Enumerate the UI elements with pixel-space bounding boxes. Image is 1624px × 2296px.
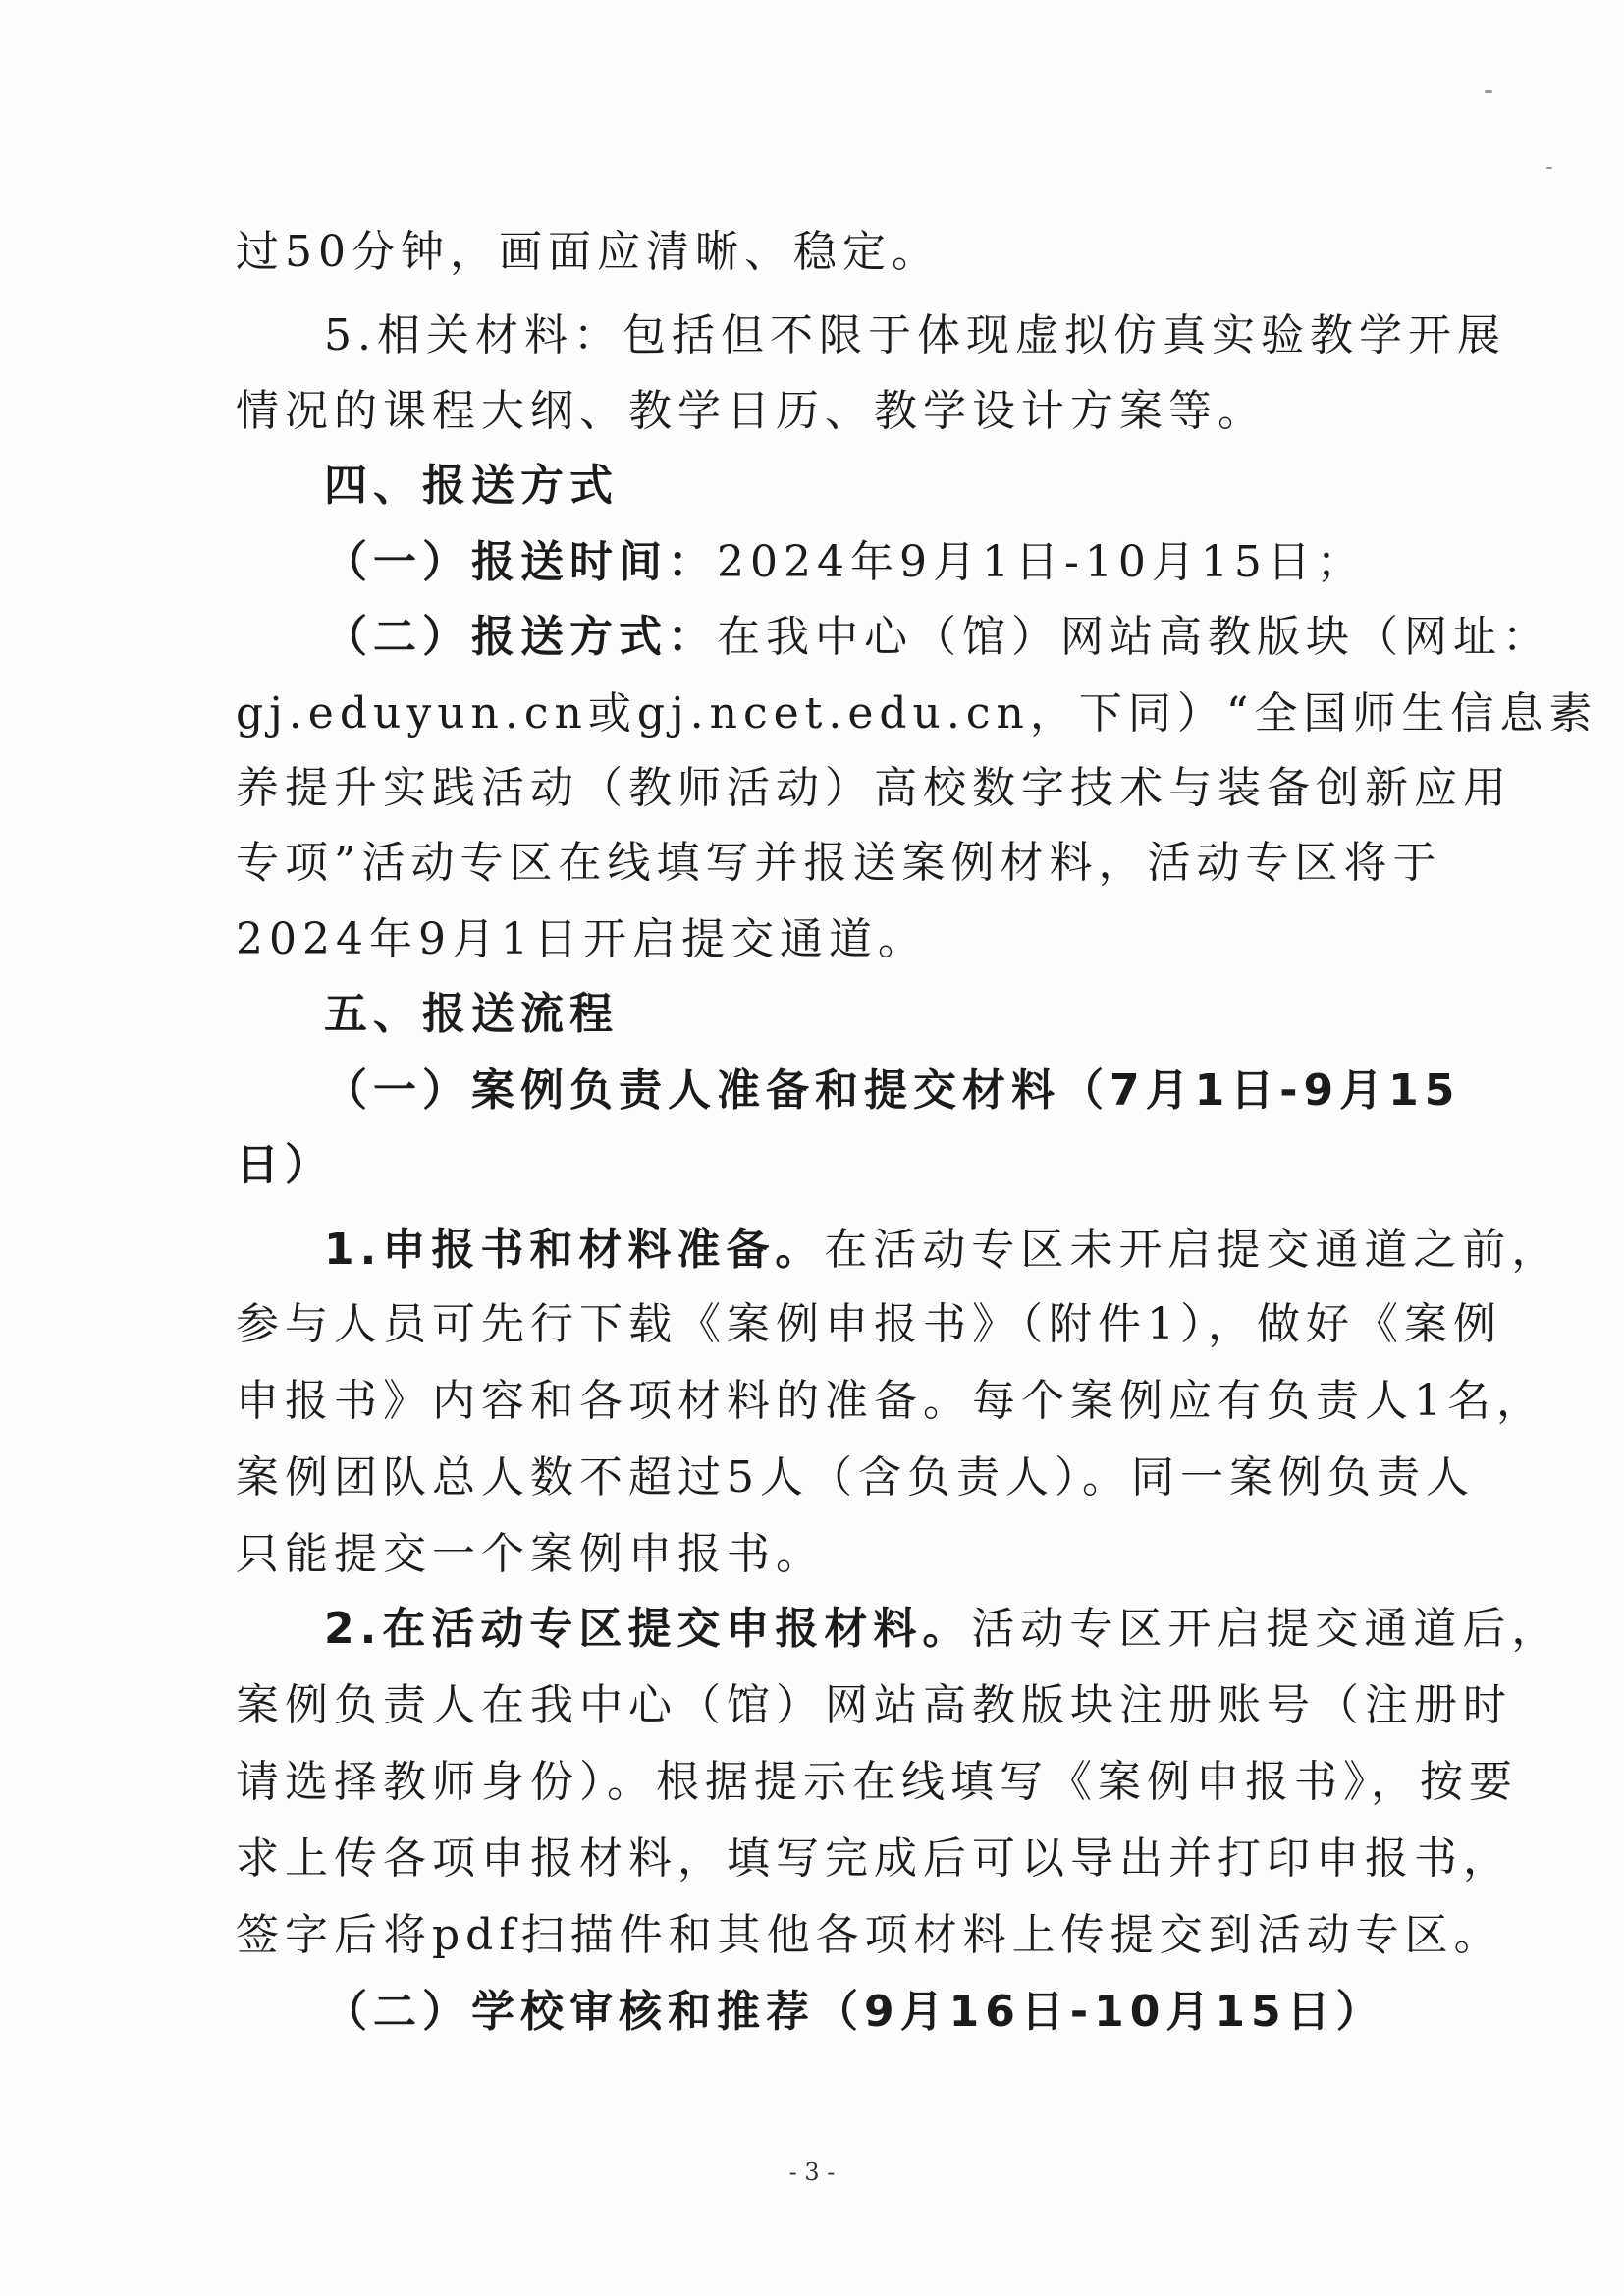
submission-method-value: 在我中心（馆）网站高教版块（网址： [717, 612, 1551, 662]
body-line: 情况的课程大纲、教学日历、教学设计方案等。 [236, 386, 1267, 436]
submission-time-value: 2024年9月1日-10月15日； [717, 537, 1366, 587]
body-line: 只能提交一个案例申报书。 [236, 1529, 825, 1579]
upload-value: 活动专区开启提交通道后， [971, 1604, 1561, 1654]
body-line: 2024年9月1日开启提交通道。 [236, 914, 927, 964]
upload-line [324, 1593, 1561, 1666]
section-heading-4: 四、报送方式 [324, 461, 619, 511]
submission-time-line [324, 526, 1473, 599]
body-line: 求上传各项申报材料，填写完成后可以导出并打印申报书， [236, 1833, 1512, 1884]
submission-time-label: （一）报送时间： [324, 537, 717, 587]
scan-speck [1485, 90, 1492, 93]
submission-method-label: （二）报送方式： [324, 612, 717, 662]
subsection-heading-continued: 日） [236, 1140, 334, 1190]
body-line: 专项”活动专区在线填写并报送案例材料，活动专区将于 [236, 838, 1442, 888]
page-number: - 3 - [788, 2159, 836, 2186]
body-line: 养提升实践活动（教师活动）高校数字技术与装备创新应用 [236, 763, 1512, 813]
preparation-line [324, 1214, 1561, 1286]
body-line: 案例团队总人数不超过5人（含负责人）。同一案例负责人 [236, 1452, 1475, 1503]
body-line: gj.eduyun.cn或gj.ncet.edu.cn，下同）“全国师生信息素 [236, 688, 1598, 738]
subsection-heading-review: （二）学校审核和推荐（9月16日-10月15日） [324, 1987, 1385, 2037]
preparation-value: 在活动专区未开启提交通道之前， [824, 1225, 1561, 1275]
body-line: 过50分钟，画面应清晰、稳定。 [236, 227, 941, 277]
body-line: 申报书》内容和各项材料的准备。每个案例应有负责人1名， [236, 1376, 1545, 1426]
preparation-label: 1.申报书和材料准备。 [324, 1225, 825, 1275]
upload-label: 2.在活动专区提交申报材料。 [324, 1604, 972, 1654]
body-line: 5.相关材料：包括但不限于体现虚拟仿真实验教学开展 [324, 310, 1506, 360]
body-line: 案例负责人在我中心（馆）网站高教版块注册账号（注册时 [236, 1680, 1512, 1730]
body-line: 签字后将pdf扫描件和其他各项材料上传提交到活动专区。 [236, 1910, 1503, 1960]
body-line: 请选择教师身份）。根据提示在线填写《案例申报书》，按要 [236, 1757, 1518, 1807]
submission-method-line [324, 601, 1551, 674]
body-line: 参与人员可先行下载《案例申报书》（附件1），做好《案例 [236, 1299, 1502, 1349]
subsection-heading: （一）案例负责人准备和提交材料（7月1日-9月15 [324, 1066, 1461, 1116]
scan-speck [1546, 167, 1552, 169]
section-heading-5: 五、报送流程 [324, 989, 619, 1039]
